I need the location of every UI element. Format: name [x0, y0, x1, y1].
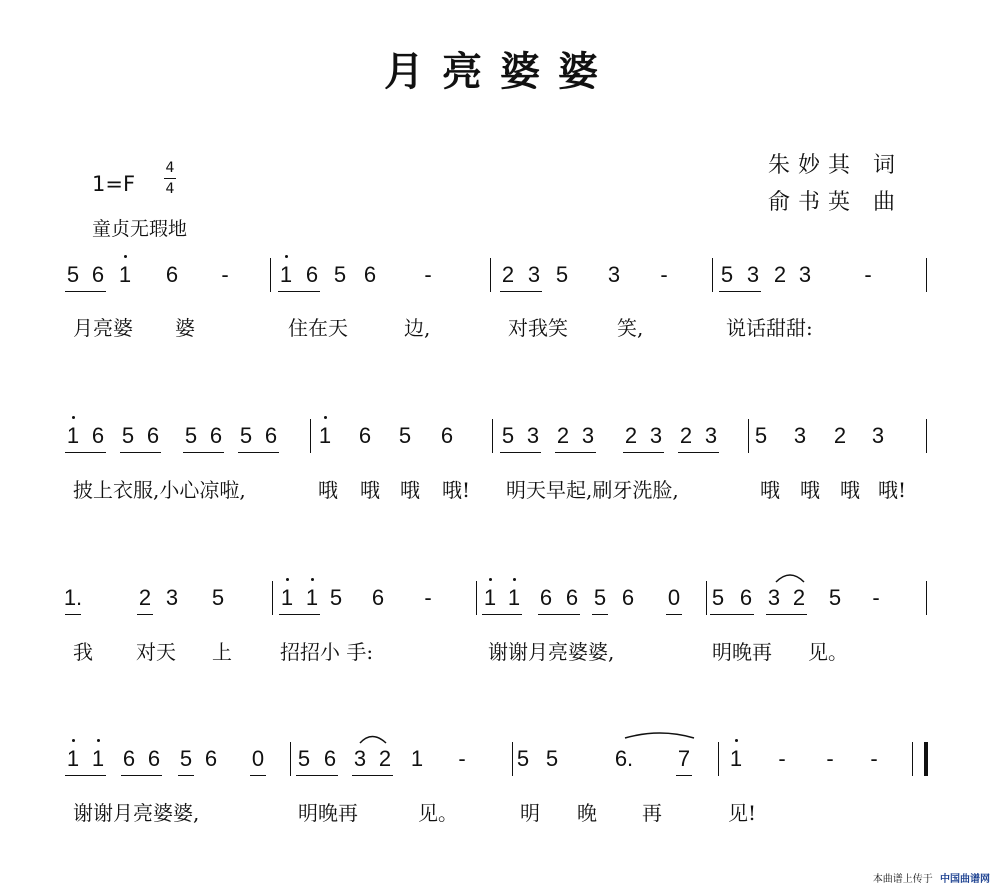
- song-title: 月亮婆婆: [384, 48, 616, 95]
- note: -: [221, 262, 229, 287]
- lyric-text: 笑,: [617, 316, 644, 340]
- key-signature: 1=F: [92, 172, 136, 196]
- note: -: [660, 262, 668, 287]
- note: 6: [305, 262, 319, 287]
- lyric-text: 对天: [136, 640, 176, 664]
- note: 6: [323, 746, 337, 771]
- note: 5: [239, 423, 253, 448]
- note: 6: [122, 746, 136, 771]
- lyric-text: 见。: [808, 640, 848, 664]
- note: 3: [581, 423, 595, 448]
- lyric-text: 边,: [404, 316, 431, 340]
- note: 5: [66, 262, 80, 287]
- note: 1: [729, 746, 743, 771]
- lyric-text: 住在天: [288, 316, 348, 340]
- note: 5: [593, 585, 607, 610]
- note: 3: [704, 423, 718, 448]
- note: 3: [793, 423, 807, 448]
- lyric-text: 哦: [360, 478, 380, 502]
- lyric-text: 我: [73, 640, 93, 664]
- note: 5: [297, 746, 311, 771]
- lyric-text: 哦!: [878, 478, 907, 502]
- note: 5: [329, 585, 343, 610]
- note: 1: [318, 423, 332, 448]
- lyric-text: 上: [212, 640, 232, 664]
- note: 1: [507, 585, 521, 610]
- note: 6: [440, 423, 454, 448]
- lyric-text: 再: [642, 801, 662, 825]
- note: 1: [410, 746, 424, 771]
- note: 5: [711, 585, 725, 610]
- lyric-text: 婆: [175, 316, 195, 340]
- note: 3: [746, 262, 760, 287]
- note: -: [424, 262, 432, 287]
- lyric-text: 哦!: [442, 478, 471, 502]
- lyric-text: 招招小 手:: [280, 640, 374, 664]
- note: 6: [363, 262, 377, 287]
- note: 5: [398, 423, 412, 448]
- note: 1: [91, 746, 105, 771]
- note: 2: [679, 423, 693, 448]
- note: 3: [649, 423, 663, 448]
- note: 1: [483, 585, 497, 610]
- note: 5: [179, 746, 193, 771]
- lyricist-credit: 朱妙其 词: [768, 153, 903, 178]
- note: -: [872, 585, 880, 610]
- note: 5: [501, 423, 515, 448]
- note: -: [424, 585, 432, 610]
- note: 3: [607, 262, 621, 287]
- footer: [873, 870, 990, 885]
- note: 7: [677, 746, 691, 771]
- note: 6: [565, 585, 579, 610]
- note: -: [826, 746, 834, 771]
- lyric-text: 见。: [418, 801, 458, 825]
- slur: [360, 737, 386, 744]
- note: 0: [667, 585, 681, 610]
- note: 2: [378, 746, 392, 771]
- footer-text: 本曲谱上传于: [872, 874, 933, 885]
- note: 5: [516, 746, 530, 771]
- note: 2: [624, 423, 638, 448]
- note: 5: [754, 423, 768, 448]
- lyric-text: 对我笑: [508, 316, 568, 340]
- lyric-text: 明晚再: [712, 640, 772, 664]
- note: 2: [773, 262, 787, 287]
- note: 1: [66, 746, 80, 771]
- lyric-text: 披上衣服,小心凉啦,: [73, 478, 246, 502]
- note: 6: [147, 746, 161, 771]
- lyric-text: 明: [520, 801, 540, 825]
- lyric-text: 月亮婆: [73, 316, 133, 340]
- note: 6: [358, 423, 372, 448]
- note: 2: [138, 585, 152, 610]
- note: 1: [66, 423, 80, 448]
- note: -: [458, 746, 466, 771]
- note: 1.: [63, 585, 83, 610]
- note: 1: [118, 262, 132, 287]
- note: 2: [501, 262, 515, 287]
- lyric-text: 晚: [577, 801, 597, 825]
- time-signature-bottom: 4: [165, 181, 175, 197]
- note: 3: [767, 585, 781, 610]
- lyric-text: 明晚再: [298, 801, 358, 825]
- note: 1: [280, 585, 294, 610]
- tempo-marking: 童贞无瑕地: [92, 218, 188, 240]
- note: 6: [739, 585, 753, 610]
- slur: [776, 575, 804, 582]
- note: 6: [539, 585, 553, 610]
- note: 5: [555, 262, 569, 287]
- note: 6: [165, 262, 179, 287]
- lyric-text: 谢谢月亮婆婆,: [488, 640, 615, 664]
- note: 6: [146, 423, 160, 448]
- note: 6.: [614, 746, 634, 771]
- lyric-text: 谢谢月亮婆婆,: [73, 801, 200, 825]
- lyric-text: 哦: [318, 478, 338, 502]
- note: 6: [371, 585, 385, 610]
- note: 5: [211, 585, 225, 610]
- composer-credit: 俞书英 曲: [768, 190, 903, 215]
- note: -: [864, 262, 872, 287]
- note: 3: [527, 262, 541, 287]
- note: 3: [353, 746, 367, 771]
- site-logo: 中国曲谱网: [940, 874, 990, 885]
- lyric-text: 哦: [800, 478, 820, 502]
- note: 5: [184, 423, 198, 448]
- lyric-text: 哦: [400, 478, 420, 502]
- note: 3: [526, 423, 540, 448]
- lyric-text: 哦: [840, 478, 860, 502]
- slur: [625, 733, 694, 738]
- note: 5: [333, 262, 347, 287]
- note: 1: [279, 262, 293, 287]
- lyric-text: 哦: [760, 478, 780, 502]
- note: 3: [871, 423, 885, 448]
- time-signature-top: 4: [165, 160, 175, 176]
- note: 6: [621, 585, 635, 610]
- note: 6: [204, 746, 218, 771]
- note: 6: [209, 423, 223, 448]
- note: 6: [91, 423, 105, 448]
- note: 2: [792, 585, 806, 610]
- note: 6: [264, 423, 278, 448]
- note: 2: [833, 423, 847, 448]
- note: 0: [251, 746, 265, 771]
- note: 2: [556, 423, 570, 448]
- note: 5: [720, 262, 734, 287]
- note: 1: [305, 585, 319, 610]
- note: -: [870, 746, 878, 771]
- note: 6: [91, 262, 105, 287]
- note: 3: [165, 585, 179, 610]
- note: 3: [798, 262, 812, 287]
- lyric-text: 说话甜甜:: [726, 316, 813, 340]
- note: 5: [545, 746, 559, 771]
- note: -: [778, 746, 786, 771]
- lyric-text: 明天早起,刷牙洗脸,: [506, 478, 679, 502]
- note: 5: [121, 423, 135, 448]
- note: 5: [828, 585, 842, 610]
- lyric-text: 见!: [728, 801, 757, 825]
